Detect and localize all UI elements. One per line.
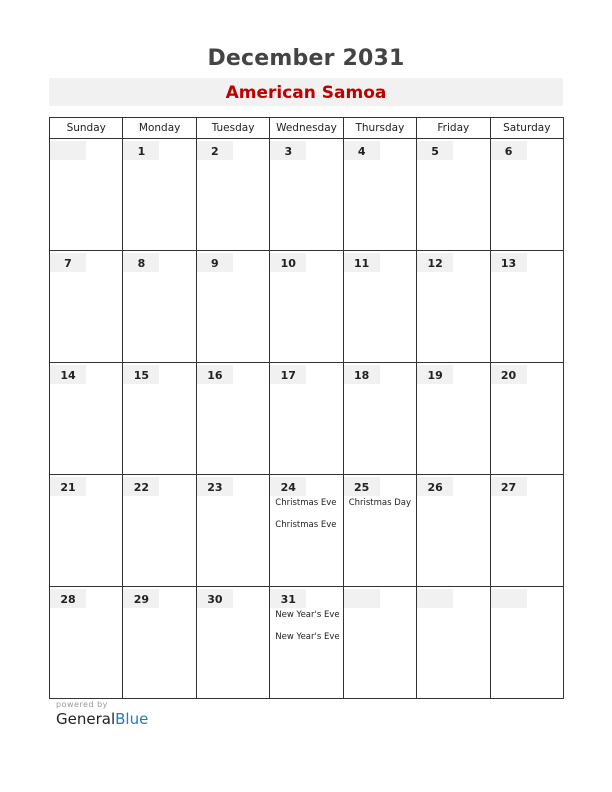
day-cell (343, 587, 416, 699)
day-number-box (197, 589, 233, 608)
day-number-box (344, 365, 380, 384)
day-number: 25 (354, 481, 370, 494)
day-number: 18 (354, 369, 370, 382)
day-number: 22 (133, 481, 150, 494)
day-number-box (491, 477, 527, 496)
day-number: 19 (427, 369, 443, 382)
weekday-tuesday: Tuesday (196, 118, 269, 139)
day-number-box (123, 589, 159, 608)
day-cell (196, 587, 269, 699)
day-number-box (50, 365, 86, 384)
week-row (50, 363, 564, 475)
day-number: 10 (280, 257, 296, 270)
holiday-event: Christmas Eve (275, 520, 337, 530)
day-number: 1 (137, 145, 146, 158)
day-cell (123, 251, 196, 363)
week-row (50, 587, 564, 699)
holiday-event: New Year's Eve (275, 632, 340, 642)
day-number: 29 (133, 593, 150, 606)
day-number: 11 (354, 257, 370, 270)
day-cell (123, 363, 196, 475)
day-number-box (123, 141, 159, 160)
day-cell (270, 363, 343, 475)
day-number-box (491, 253, 527, 272)
day-number: 23 (207, 481, 223, 494)
day-number-box (491, 141, 527, 160)
day-cell (490, 475, 563, 587)
day-number-box (344, 253, 380, 272)
day-number-box (50, 477, 86, 496)
page-title: December 2031 (207, 46, 405, 71)
day-number-box (123, 477, 159, 496)
day-cell (50, 251, 123, 363)
day-number: 8 (137, 257, 146, 270)
day-cell (50, 139, 123, 251)
day-cell (343, 139, 416, 251)
day-number-box (417, 365, 453, 384)
day-cell (270, 475, 343, 587)
day-number: 20 (500, 369, 517, 382)
day-cell (490, 363, 563, 475)
day-cell (343, 475, 416, 587)
day-number-box (197, 477, 233, 496)
region-name: American Samoa (225, 83, 387, 103)
logo-general: General (56, 710, 116, 728)
day-number: 31 (280, 593, 296, 606)
day-number-box (270, 141, 306, 160)
powered-by-text: powered by (56, 700, 108, 709)
generalblue-logo (56, 710, 148, 728)
day-number-box (344, 477, 380, 496)
day-number: 14 (60, 369, 76, 382)
day-number: 28 (60, 593, 76, 606)
day-cell (123, 587, 196, 699)
day-cell (196, 475, 269, 587)
day-cell (417, 587, 490, 699)
day-number-box (270, 589, 306, 608)
day-number: 21 (60, 481, 76, 494)
weekday-saturday: Saturday (490, 118, 563, 139)
day-number-box (344, 589, 380, 608)
day-number-box (417, 141, 453, 160)
day-number: 12 (427, 257, 443, 270)
day-cell (490, 251, 563, 363)
day-number: 2 (211, 145, 219, 158)
weekday-thursday: Thursday (343, 118, 416, 139)
logo-blue: Blue (115, 710, 149, 728)
day-number-box (197, 253, 233, 272)
day-cell (50, 587, 123, 699)
weekday-wednesday: Wednesday (270, 118, 343, 139)
day-cell (270, 587, 343, 699)
day-number-box (50, 141, 86, 160)
day-cell (490, 587, 563, 699)
event-list (270, 498, 342, 531)
day-number-box (270, 365, 306, 384)
day-cell (343, 363, 416, 475)
day-number: 16 (207, 369, 223, 382)
week-row (50, 251, 564, 363)
day-number: 26 (427, 481, 443, 494)
day-number-box (50, 589, 86, 608)
holiday-event: Christmas Eve (275, 498, 337, 508)
day-number: 27 (500, 481, 517, 494)
day-cell (50, 363, 123, 475)
day-number: 15 (133, 369, 150, 382)
day-number-box (197, 365, 233, 384)
day-number-box (417, 589, 453, 608)
day-cell (196, 139, 269, 251)
day-number-box (197, 141, 233, 160)
day-cell (196, 251, 269, 363)
day-number: 5 (431, 145, 439, 158)
day-cell (417, 139, 490, 251)
day-number: 4 (357, 145, 366, 158)
day-number-box (417, 477, 453, 496)
day-number-box (270, 477, 306, 496)
event-list (344, 498, 416, 509)
holiday-event: New Year's Eve (275, 610, 340, 620)
day-cell (196, 363, 269, 475)
day-cell (270, 139, 343, 251)
holiday-event: Christmas Day (348, 498, 412, 508)
day-number-box (417, 253, 453, 272)
week-row (50, 475, 564, 587)
day-cell (123, 475, 196, 587)
day-number: 13 (500, 257, 517, 270)
event-list (270, 610, 342, 643)
brand-footer (56, 700, 148, 728)
day-cell (270, 251, 343, 363)
day-number-box (123, 365, 159, 384)
day-cell (417, 363, 490, 475)
day-number: 17 (280, 369, 296, 382)
weekday-header-row (50, 118, 564, 139)
weekday-monday: Monday (123, 118, 196, 139)
day-number: 3 (284, 145, 293, 158)
day-cell (417, 251, 490, 363)
day-number-box (491, 589, 527, 608)
day-number-box (270, 253, 306, 272)
day-number: 30 (207, 593, 223, 606)
region-banner (49, 78, 563, 106)
day-number: 24 (280, 481, 296, 494)
day-cell (123, 139, 196, 251)
weekday-friday: Friday (417, 118, 490, 139)
day-number: 7 (64, 257, 72, 270)
day-number-box (491, 365, 527, 384)
day-cell (490, 139, 563, 251)
day-number: 6 (504, 145, 513, 158)
day-cell (50, 475, 123, 587)
calendar-grid (49, 117, 564, 699)
day-cell (417, 475, 490, 587)
day-number-box (50, 253, 86, 272)
day-number-box (123, 253, 159, 272)
day-number-box (344, 141, 380, 160)
day-cell (343, 251, 416, 363)
week-row (50, 139, 564, 251)
day-number: 9 (211, 257, 219, 270)
weekday-sunday: Sunday (50, 118, 123, 139)
